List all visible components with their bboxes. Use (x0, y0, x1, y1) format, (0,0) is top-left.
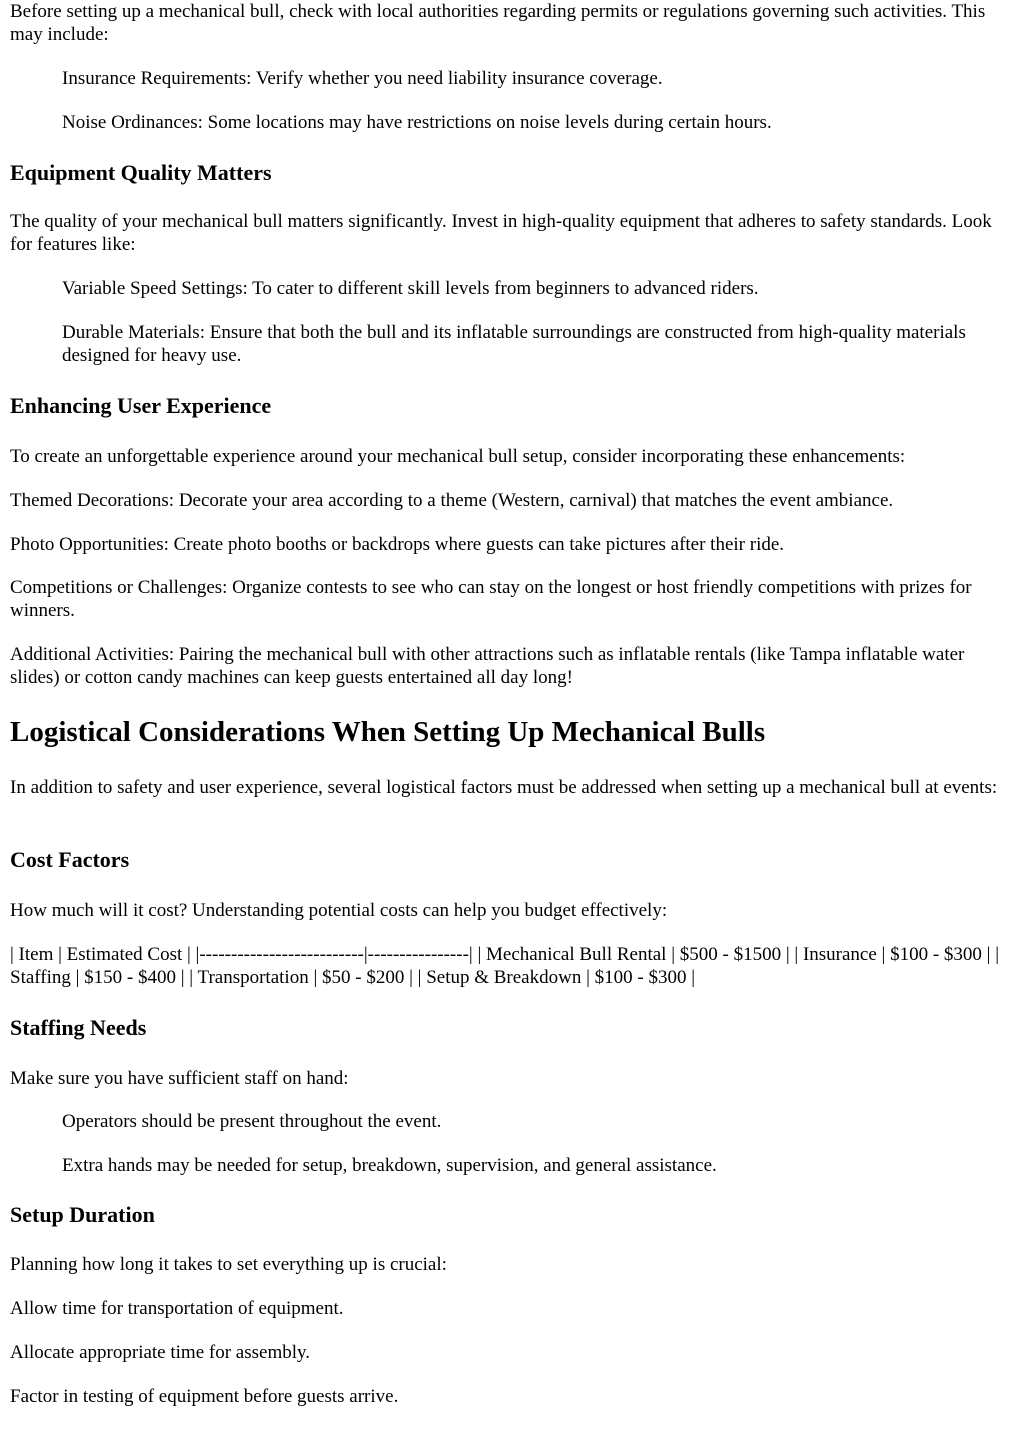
staffing-item-operators: Operators should be present throughout the event. (62, 1111, 442, 1132)
heading-staffing-needs: Staffing Needs (10, 1015, 147, 1040)
experience-themed-decorations: Themed Decorations: Decorate your area according to a theme (Western, carnival) that matches the event ambiance. (10, 490, 894, 511)
experience-competitions: Competitions or Challenges: Organize contests to see who can stay on the longest or host friendly competitions with prizes for winners. (10, 577, 972, 621)
heading-equipment-quality: Equipment Quality Matters (10, 160, 272, 185)
setup-item-testing: Factor in testing of equipment before guests arrive. (10, 1386, 399, 1407)
heading-user-experience: Enhancing User Experience (10, 393, 272, 418)
cost-paragraph: How much will it cost? Understanding potential costs can help you budget effectively: (10, 900, 668, 921)
experience-photo-opportunities: Photo Opportunities: Create photo booths or backdrops where guests can take pictures after their ride. (10, 534, 785, 555)
setup-paragraph: Planning how long it takes to set everything up is crucial: (10, 1254, 447, 1275)
staffing-item-extra-hands: Extra hands may be needed for setup, breakdown, supervision, and general assistance. (62, 1155, 717, 1176)
experience-paragraph: To create an unforgettable experience around your mechanical bull setup, consider incorporating these enhancements: (10, 446, 906, 467)
intro-item-insurance: Insurance Requirements: Verify whether you need liability insurance coverage. (62, 68, 663, 89)
logistics-paragraph: In addition to safety and user experience, several logistical factors must be addressed when setting up a mechanical bull at events: (10, 777, 998, 798)
intro-paragraph: Before setting up a mechanical bull, check with local authorities regarding permits or regulations governing such activities. This may include: (10, 1, 986, 45)
cost-table-text: | Item | Estimated Cost | |--------------------------|----------------| | Mechanical Bull Rental | $500 - $1500 | | Insurance | $100 - $300 | | Staffing | $150 - $400 | | Transportation | $50 - $200 | | Setup & Breakdown | $100 - $300 | (10, 944, 1000, 988)
setup-item-transportation: Allow time for transportation of equipment. (10, 1298, 344, 1319)
staffing-paragraph: Make sure you have sufficient staff on hand: (10, 1068, 349, 1089)
setup-item-assembly: Allocate appropriate time for assembly. (10, 1342, 311, 1363)
heading-cost-factors: Cost Factors (10, 847, 130, 872)
equipment-item-materials: Durable Materials: Ensure that both the bull and its inflatable surroundings are constructed from high-quality materials designed for heavy use. (62, 322, 966, 366)
equipment-paragraph: The quality of your mechanical bull matters significantly. Invest in high-quality equipment that adheres to safety standards. Look for features like: (10, 211, 992, 255)
equipment-item-speed: Variable Speed Settings: To cater to different skill levels from beginners to advanced riders. (62, 278, 759, 299)
experience-additional-activities: Additional Activities: Pairing the mechanical bull with other attractions such as inflatable rentals (like Tampa inflatable water slides) or cotton candy machines can keep guests entertained all day long! (10, 644, 965, 688)
heading-setup-duration: Setup Duration (10, 1202, 155, 1227)
intro-item-noise: Noise Ordinances: Some locations may have restrictions on noise levels during certain hours. (62, 112, 772, 133)
heading-logistical-considerations: Logistical Considerations When Setting Up Mechanical Bulls (10, 716, 766, 748)
